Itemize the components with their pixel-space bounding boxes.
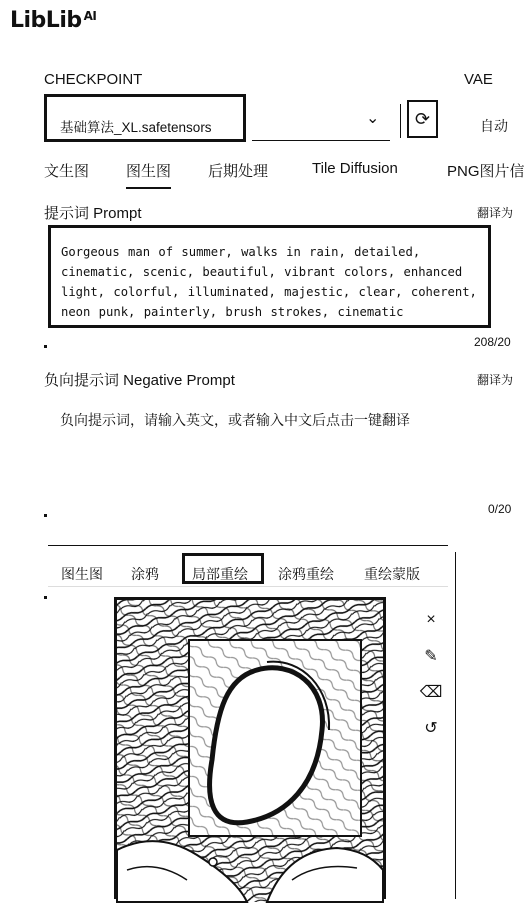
tabs-underline bbox=[48, 586, 448, 587]
negative-resize-handle bbox=[44, 514, 47, 517]
negative-translate-button[interactable]: 翻译为 bbox=[477, 373, 514, 387]
logo-sup: AI bbox=[83, 9, 97, 23]
undo-icon[interactable]: ↺ bbox=[424, 720, 438, 737]
select-underline bbox=[252, 140, 390, 141]
tab-tile-diffusion[interactable]: Tile Diffusion bbox=[312, 160, 398, 177]
tab-txt2img[interactable]: 文生图 bbox=[44, 163, 90, 180]
prompt-input[interactable]: Gorgeous man of summer, walks in rain, detailed, cinematic, scenic, beautiful, vibrant colors, enhanced light, colorful, illuminated, majestic, clear, coherent, neon punk, painterly, brush strokes, cinematic bbox=[48, 225, 491, 328]
negative-counter: 0/20 bbox=[488, 502, 512, 516]
prompt-label: 提示词 Prompt bbox=[44, 205, 142, 222]
checkpoint-select[interactable] bbox=[44, 94, 390, 142]
checkpoint-value: 基础算法_XL.safetensors bbox=[60, 120, 212, 135]
negative-prompt-label: 负向提示词 Negative Prompt bbox=[44, 372, 235, 389]
tab-postprocess[interactable]: 后期处理 bbox=[208, 163, 269, 180]
prompt-translate-button[interactable]: 翻译为 bbox=[477, 206, 514, 220]
tab-img2img-sub[interactable]: 图生图 bbox=[61, 566, 103, 582]
refresh-icon[interactable]: ⟳ bbox=[407, 100, 438, 138]
panel-border bbox=[455, 552, 456, 899]
checkpoint-value-box bbox=[44, 94, 246, 142]
inpaint-canvas[interactable] bbox=[114, 597, 386, 899]
chevron-down-icon: ⌄ bbox=[366, 110, 380, 127]
tab-inpaint-sketch[interactable]: 涂鸦重绘 bbox=[278, 566, 334, 582]
pencil-icon[interactable]: ✎ bbox=[424, 648, 438, 665]
tab-sketch[interactable]: 涂鸦 bbox=[131, 566, 159, 582]
tab-inpaint[interactable] bbox=[182, 553, 264, 584]
tab-inpaint-label: 局部重绘 bbox=[192, 566, 248, 582]
vae-value[interactable]: 自动 bbox=[480, 118, 508, 134]
prompt-counter: 208/20 bbox=[474, 335, 511, 349]
close-icon[interactable]: × bbox=[426, 611, 436, 628]
eraser-icon[interactable]: ⌫ bbox=[419, 684, 443, 701]
tab-img2img[interactable]: 图生图 bbox=[126, 160, 171, 181]
divider bbox=[400, 104, 401, 138]
liblib-logo bbox=[10, 8, 96, 33]
tab-png-info[interactable]: PNG图片信 bbox=[447, 163, 525, 180]
canvas-image bbox=[117, 600, 383, 902]
negative-prompt-input[interactable]: 负向提示词，请输入英文，或者输入中文后点击一键翻译 bbox=[60, 412, 410, 428]
logo-text: LibLib bbox=[10, 8, 82, 33]
section-divider bbox=[48, 545, 448, 546]
vae-label: VAE bbox=[464, 71, 493, 88]
prompt-resize-handle bbox=[44, 345, 47, 348]
tab-inpaint-upload[interactable]: 重绘蒙版 bbox=[364, 566, 420, 582]
panel-dot bbox=[44, 596, 47, 599]
checkpoint-label: CHECKPOINT bbox=[44, 71, 143, 88]
